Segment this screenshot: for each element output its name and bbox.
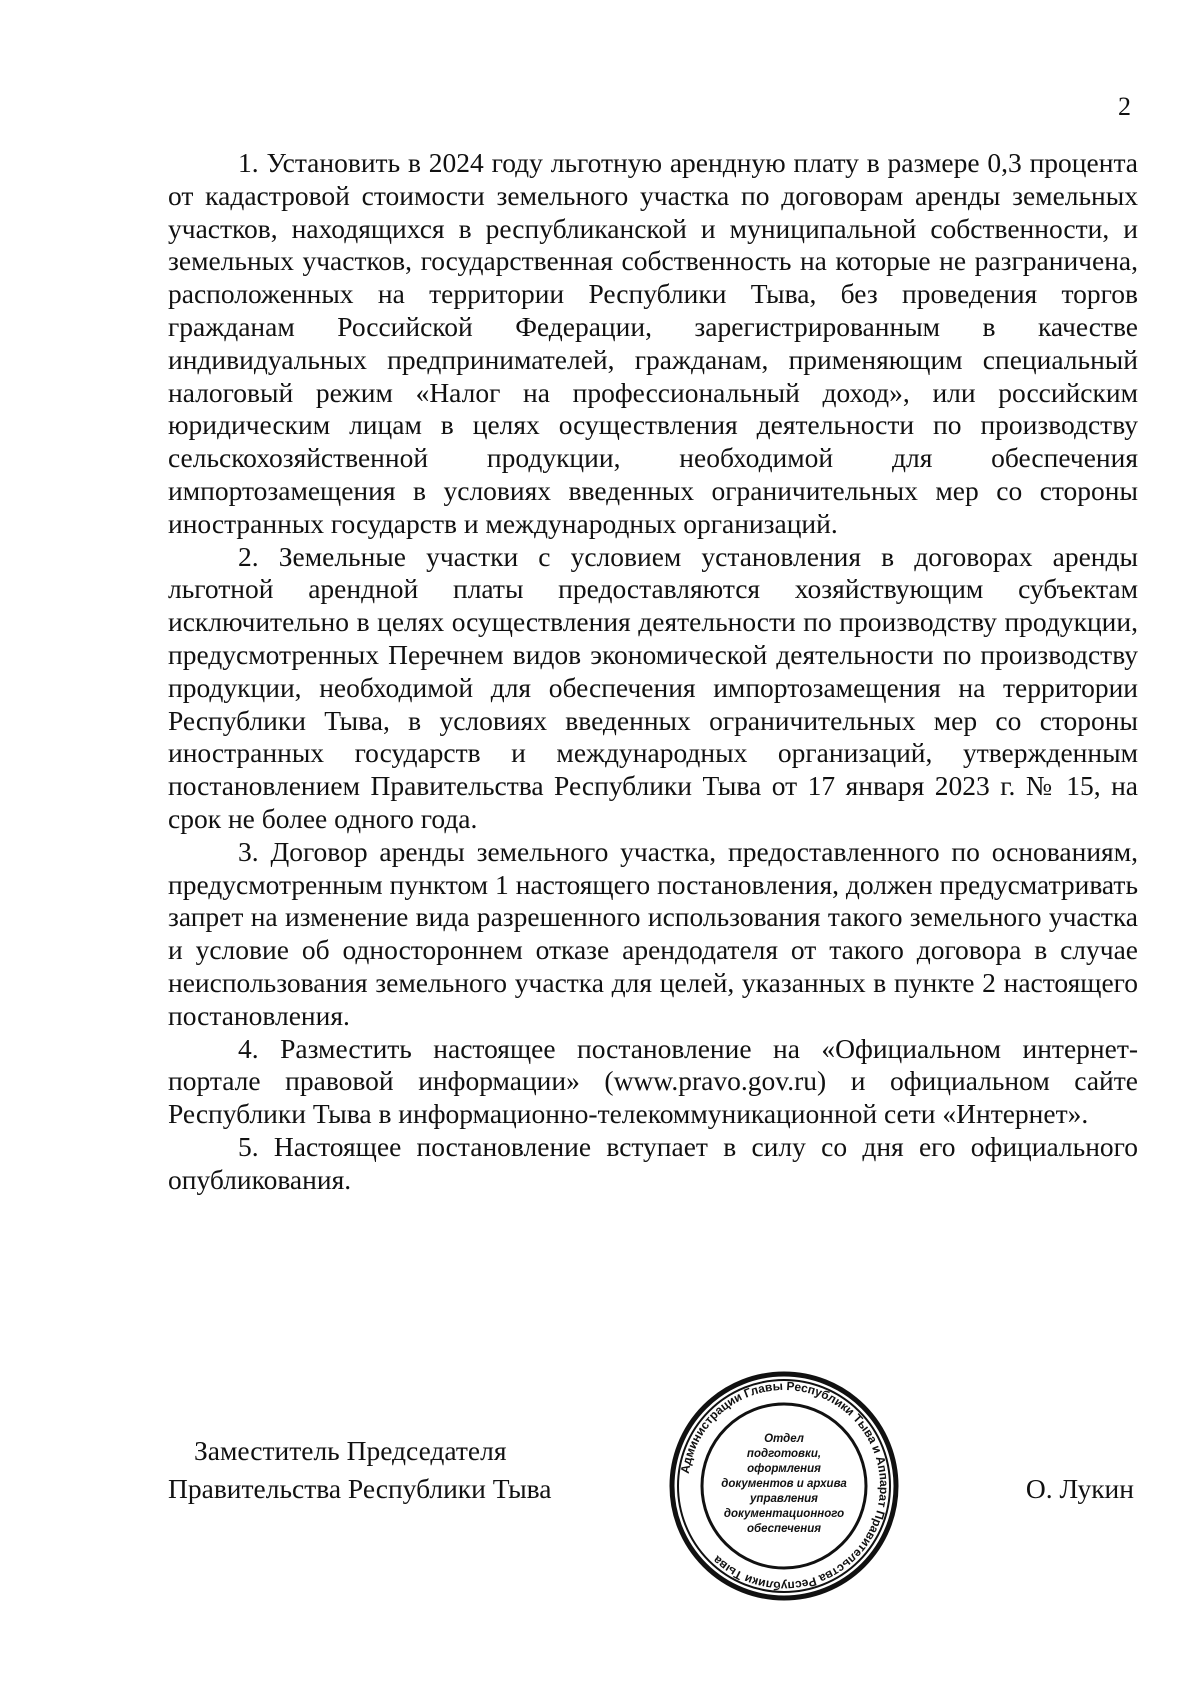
stamp-outer-text: Администрации Главы Республики Тыва и Аппарат Правительства Республики Тыва — [677, 1378, 892, 1594]
stamp-line-3: оформления — [747, 1463, 821, 1475]
signatory-position — [168, 1432, 552, 1508]
stamp-line-2: подготовки, — [746, 1448, 822, 1460]
paragraph-1: 1. Установить в 2024 году льготную арендную плату в размере 0,3 процента от кадастровой стоимости земельного участка по договорам аренды земельных участков, находящихся в республиканской и муниципальной собственности, и земельных участков, государственная собственность на которые не разграничена, расположенных на территории Республики Тыва, без проведения торгов гражданам Российской Федерации, зарегистрированным в качестве индивидуальных предпринимателей, гражданам, применяющим специальный налоговый режим «Налог на профессиональный доход», или российским юридическим лицам в целях осуществления деятельности по производству сельскохозяйственной продукции, необходимой для обеспечения импортозамещения в условиях введенных ограничительных мер со стороны иностранных государств и международных организаций. — [168, 147, 1138, 539]
paragraph-4: 4. Разместить настоящее постановление на «Официальном интернет-портале правовой информации» (www.pravo.gov.ru) и официальном сайте Республики Тыва в информационно-телекоммуникационной сети «Интернет». — [168, 1032, 1138, 1130]
stamp-line-4: документов и архива — [721, 1478, 847, 1490]
paragraph-2: 2. Земельные участки с условием установления в договорах аренды льготной арендной платы предоставляются хозяйствующим субъектам исключительно в целях осуществления деятельности по производству продукции, предусмотренных Перечнем видов экономической деятельности по производству продукции, необходимой для обеспечения импортозамещения на территории Республики Тыва, в условиях введенных ограничительных мер со стороны иностранных государств и международных организаций, утвержденным постановлением Правительства Республики Тыва от 17 января 2023 г. № 15, на срок не более одного года. — [168, 540, 1138, 834]
stamp-line-7: обеспечения — [746, 1523, 822, 1535]
page-number: 2 — [1118, 92, 1131, 121]
position-line-1: Заместитель Председателя — [194, 1435, 507, 1466]
stamp-line-1: Отдел — [764, 1433, 804, 1445]
paragraph-5: 5. Настоящее постановление вступает в силу со дня его официального опубликования. — [168, 1130, 1138, 1195]
official-stamp — [668, 1370, 900, 1602]
document-body — [168, 147, 1138, 1197]
signatory-name: О. Лукин — [1025, 1473, 1134, 1504]
position-line-2: Правительства Республики Тыва — [168, 1473, 552, 1504]
stamp-line-6: документационного — [723, 1508, 845, 1520]
stamp-line-5: управления — [750, 1493, 818, 1505]
paragraph-3: 3. Договор аренды земельного участка, предоставленного по основаниям, предусмотренным пунктом 1 настоящего постановления, должен предусматривать запрет на изменение вида разрешенного использования такого земельного участка и условие об одностороннем отказе арендодателя от такого договора в случае неиспользования земельного участка для целей, указанных в пункте 2 настоящего постановления. — [168, 835, 1138, 1031]
